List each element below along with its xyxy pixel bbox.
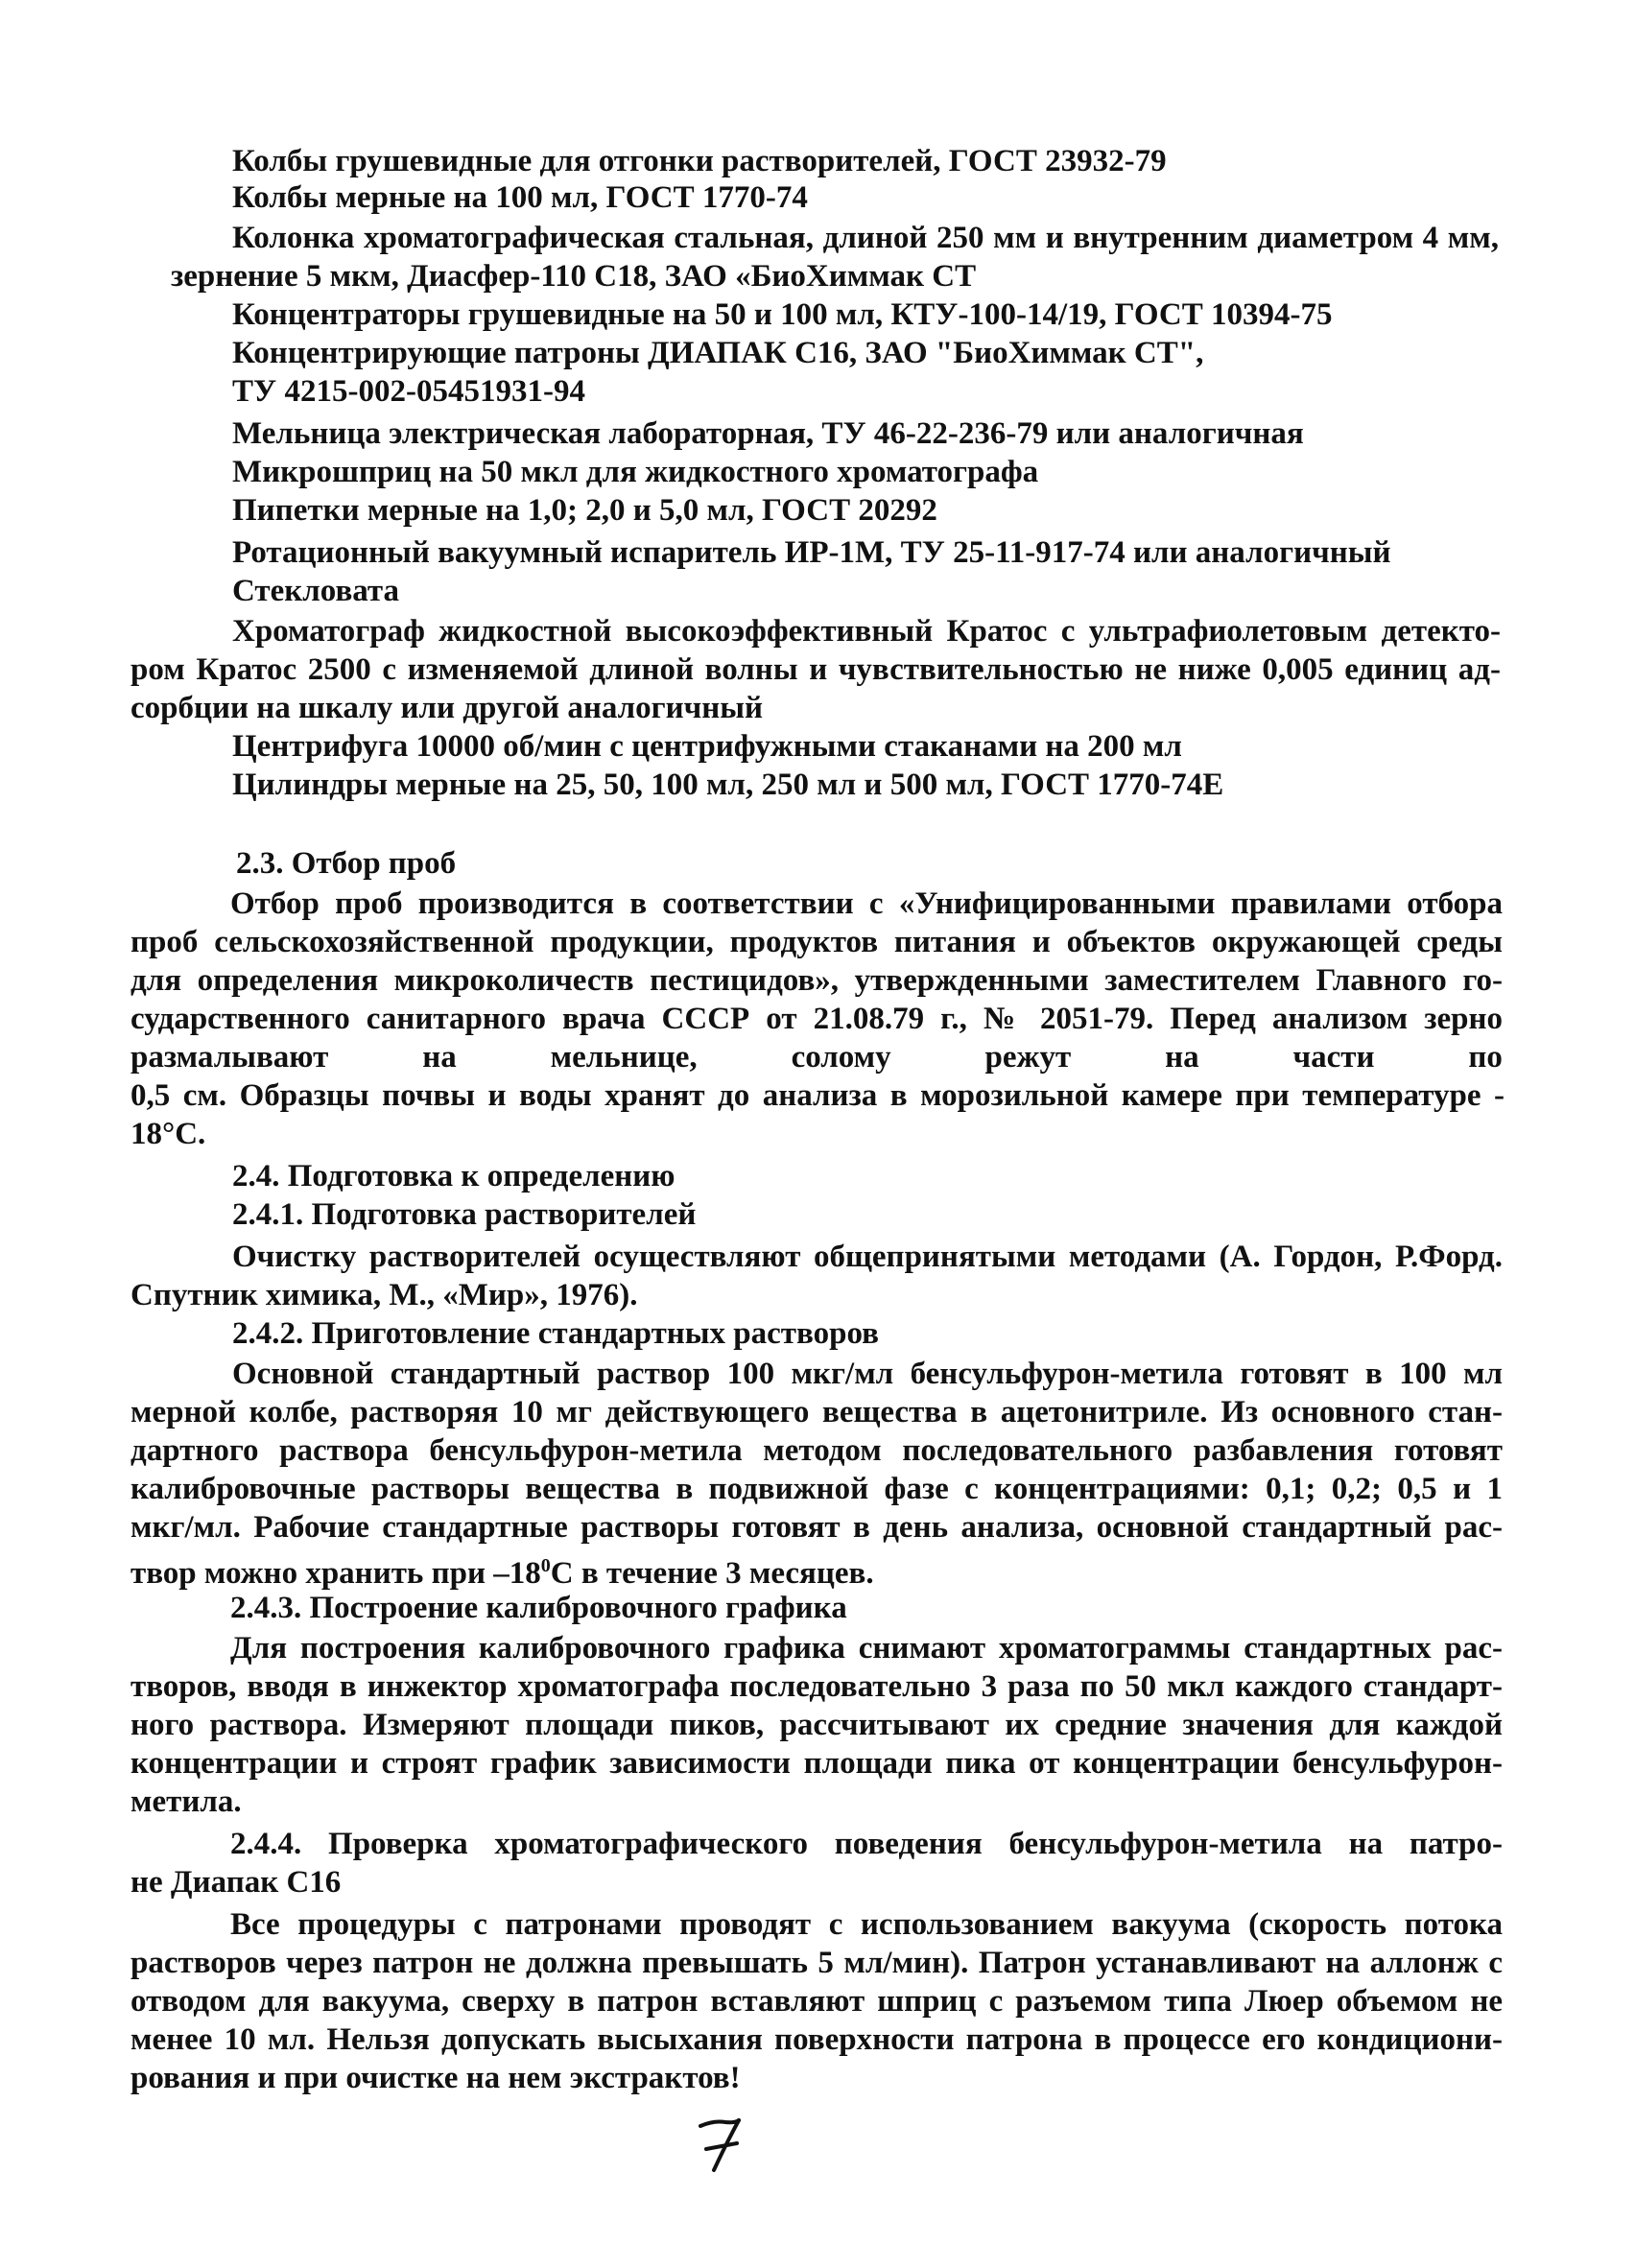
paragraph-line: проб сельскохозяйственной продукции, продуктов питания и объектов окружающей среды — [130, 925, 1503, 959]
paragraph-line: концентрации и строят график зависимости площади пика от концентрации бенсульфурон- — [130, 1746, 1503, 1781]
paragraph-line: для определения микроколичеств пестицидов», утвержденными заместителем Главного го- — [130, 963, 1503, 998]
page-number — [693, 2111, 750, 2178]
equipment-line: Цилиндры мерные на 25, 50, 100 мл, 250 мл и 500 мл, ГОСТ 1770-74Е — [232, 768, 1224, 802]
paragraph-line: дартного раствора бенсульфурон-метила методом последовательного разбавления готовят — [130, 1433, 1503, 1468]
equipment-line: Колбы грушевидные для отгонки растворителей, ГОСТ 23932-79 — [232, 144, 1167, 178]
subsection-heading: не Диапак С16 — [130, 1865, 342, 1900]
text-part: С в течение 3 месяцев. — [550, 1556, 874, 1591]
equipment-line: сорбции на шкалу или другой аналогичный — [130, 691, 764, 725]
paragraph-line: мерной колбе, растворяя 10 мг действующего вещества в ацетонитриле. Из основного стан- — [130, 1395, 1503, 1429]
paragraph-line: Отбор проб производится в соответствии с «Унифицированными правилами отбора — [230, 886, 1503, 921]
paragraph-line: отводом для вакуума, сверху в патрон вставляют шприц с разъемом типа Люер объемом не — [130, 1984, 1503, 2019]
subsection-heading: 2.4.4. Проверка хроматографического поведения бенсульфурон-метила на патро- — [230, 1827, 1503, 1861]
text-part: твор можно хранить при –18 — [130, 1556, 541, 1591]
paragraph-line-spread — [130, 1038, 1503, 1076]
word: части — [1292, 1040, 1375, 1075]
paragraph-line: 18°С. — [130, 1117, 206, 1151]
degree-superscript: 0 — [540, 1555, 551, 1576]
paragraph-line: Для построения калибровочного графика снимают хроматограммы стандартных рас- — [230, 1631, 1503, 1666]
paragraph-line: творов, вводя в инжектор хроматографа последовательно 3 раза по 50 мкл каждого стандарт- — [130, 1669, 1503, 1704]
equipment-line: Колонка хроматографическая стальная, длиной 250 мм и внутренним диаметром 4 мм, — [232, 221, 1499, 255]
paragraph-line: мкг/мл. Рабочие стандартные растворы готовят в день анализа, основной стандартный рас- — [130, 1510, 1503, 1545]
paragraph-line: 0,5 см. Образцы почвы и воды хранят до анализа в морозильной камере при температуре - — [130, 1078, 1505, 1113]
equipment-line: Центрифуга 10000 об/мин с центрифужными стаканами на 200 мл — [232, 729, 1182, 764]
equipment-line: Колбы мерные на 100 мл, ГОСТ 1770-74 — [232, 180, 808, 215]
word: на — [422, 1040, 457, 1075]
equipment-line: ром Кратос 2500 с изменяемой длиной волны и чувствительностью не ниже 0,005 единиц ад- — [130, 652, 1501, 687]
handwritten-seven-icon — [693, 2111, 750, 2178]
subsection-heading: 2.4.2. Приготовление стандартных растворов — [232, 1316, 879, 1351]
paragraph-line: растворов через патрон не должна превышать 5 мл/мин). Патрон устанавливают на аллонж с — [130, 1946, 1503, 1980]
equipment-line: Хроматограф жидкостной высокоэффективный Кратос с ультрафиолетовым детекто- — [232, 614, 1501, 649]
equipment-line: Пипетки мерные на 1,0; 2,0 и 5,0 мл, ГОСТ 20292 — [232, 493, 937, 528]
section-heading: 2.4. Подготовка к определению — [232, 1159, 675, 1193]
paragraph-line: калибровочные растворы вещества в подвижной фазе с концентрациями: 0,1; 0,2; 0,5 и 1 — [130, 1472, 1503, 1506]
section-heading: 2.3. Отбор проб — [236, 846, 457, 881]
equipment-line: Мельница электрическая лабораторная, ТУ 46-22-236-79 или аналогичная — [232, 416, 1304, 451]
word: по — [1468, 1040, 1503, 1075]
paragraph-line: Основной стандартный раствор 100 мкг/мл бенсульфурон-метила готовят в 100 мл — [232, 1357, 1503, 1391]
equipment-line: Стекловата — [232, 574, 400, 608]
equipment-line: Микрошприц на 50 мкл для жидкостного хроматографа — [232, 455, 1039, 489]
paragraph-line: менее 10 мл. Нельзя допускать высыхания поверхности патрона в процессе его кондициони- — [130, 2022, 1503, 2057]
paragraph-line: Очистку растворителей осуществляют общепринятыми методами (А. Гордон, Р.Форд. — [232, 1240, 1503, 1274]
equipment-line: Концентраторы грушевидные на 50 и 100 мл, КТУ-100-14/19, ГОСТ 10394-75 — [232, 297, 1333, 332]
paragraph-line — [130, 1547, 874, 1593]
paragraph-line: сударственного санитарного врача СССР от 21.08.79 г., № 2051-79. Перед анализом зерно — [130, 1002, 1503, 1036]
paragraph-line: Спутник химика, М., «Мир», 1976). — [130, 1278, 638, 1312]
equipment-line: зернение 5 мкм, Диасфер-110 С18, ЗАО «БиоХиммак СТ — [171, 259, 977, 294]
equipment-line: Концентрирующие патроны ДИАПАК С16, ЗАО "БиоХиммак СТ", — [232, 336, 1204, 370]
word: режут — [984, 1040, 1072, 1075]
subsection-heading: 2.4.3. Построение калибровочного графика — [230, 1591, 847, 1625]
word: солому — [791, 1040, 891, 1075]
paragraph-line: Все процедуры с патронами проводят с использованием вакуума (скорость потока — [230, 1907, 1503, 1942]
paragraph-line: ного раствора. Измеряют площади пиков, рассчитывают их средние значения для каждой — [130, 1708, 1503, 1742]
word: мельнице, — [550, 1040, 698, 1075]
paragraph-line: рования и при очистке на нем экстрактов! — [130, 2061, 741, 2095]
word: на — [1165, 1040, 1199, 1075]
equipment-line: Ротационный вакуумный испаритель ИР-1М, ТУ 25-11-917-74 или аналогичный — [232, 535, 1391, 570]
paragraph-line: метила. — [130, 1784, 242, 1819]
subsection-heading: 2.4.1. Подготовка растворителей — [232, 1197, 697, 1232]
equipment-line: ТУ 4215-002-05451931-94 — [232, 374, 585, 409]
word: размалывают — [130, 1040, 329, 1075]
